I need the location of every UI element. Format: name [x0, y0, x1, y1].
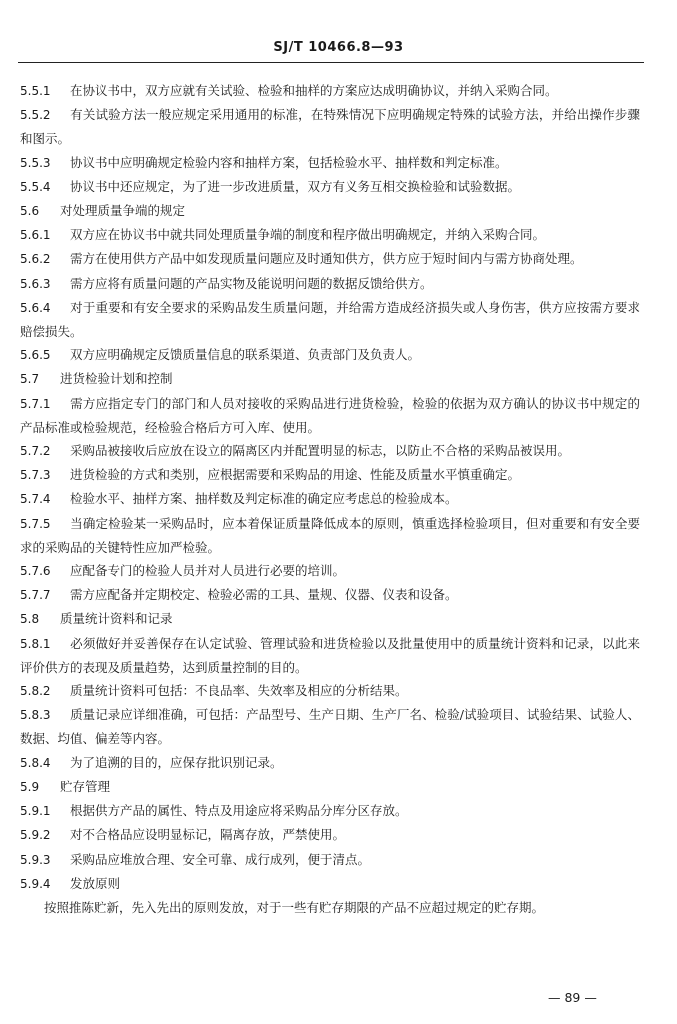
clause-5-5-3 — [20, 151, 640, 175]
clause-number: 5.6.2 — [20, 252, 51, 267]
clause-number: 5.6.4 — [20, 300, 51, 315]
clause-number: 5.7.5 — [20, 516, 51, 531]
section-number: 5.8 — [20, 612, 40, 627]
clause-5-6-3 — [20, 272, 640, 296]
header-divider — [18, 62, 644, 63]
clause-text: 质量统计资料可包括：不良品率、失效率及相应的分析结果。 — [70, 683, 408, 699]
clause-number: 5.8.1 — [20, 636, 51, 651]
clause-number: 5.9.4 — [20, 876, 51, 891]
clause-5-7-3 — [20, 463, 640, 487]
section-number: 5.6 — [20, 204, 40, 219]
clause-number: 5.7.6 — [20, 564, 51, 579]
clause-5-9-3 — [20, 848, 640, 872]
clause-5-9-4 — [20, 872, 640, 896]
clause-text: 按照推陈贮新，先入先出的原则发放，对于一些有贮存期限的产品不应超过规定的贮存期。 — [44, 899, 545, 915]
clause-text: 当确定检验某一采购品时，应本着保证质量降低成本的原则，慎重选择检验项目，但对重要和有安全要求的采购品的关键特性应加严检验。 — [20, 515, 640, 555]
clause-text: 有关试验方法一般应规定采用通用的标准，在特殊情况下应明确规定特殊的试验方法，并给出操作步骤和图示。 — [20, 107, 640, 147]
clause-number: 5.9.2 — [20, 828, 51, 843]
clause-text: 发放原则 — [70, 875, 121, 891]
clause-number: 5.8.2 — [20, 684, 51, 699]
clause-number: 5.8.3 — [20, 708, 51, 723]
clause-text: 必须做好并妥善保存在认定试验、管理试验和进货检验以及批量使用中的质量统计资料和记录，以此来评价供方的表现及质量趋势，达到质量控制的目的。 — [20, 635, 640, 675]
clause-5-6-1 — [20, 223, 640, 247]
clause-5-8-2 — [20, 679, 640, 703]
clause-text: 协议书中应明确规定检验内容和抽样方案，包括检验水平、抽样数和判定标准。 — [70, 154, 508, 170]
clause-text: 进货检验的方式和类别，应根据需要和采购品的用途、性能及质量水平慎重确定。 — [70, 467, 521, 483]
clause-5-9-4-body — [20, 896, 640, 919]
clause-number: 5.7.2 — [20, 444, 51, 459]
clause-number: 5.7.7 — [20, 588, 51, 603]
clause-5-7-5 — [20, 512, 640, 559]
clause-text: 在协议书中，双方应就有关试验、检验和抽样的方案应达成明确协议，并纳入采购合同。 — [70, 83, 558, 98]
clause-5-6-2 — [20, 247, 640, 271]
section-title: 贮存管理 — [60, 778, 111, 794]
clause-5-7-7 — [20, 583, 640, 607]
page-number: — 89 — — [548, 990, 597, 1005]
section-5-7-heading — [20, 367, 640, 391]
clause-5-6-5 — [20, 343, 640, 367]
clause-text: 双方应在协议书中就共同处理质量争端的制度和程序做出明确规定，并纳入采购合同。 — [70, 227, 546, 243]
clause-text: 对不合格品应设明显标记，隔离存放，严禁使用。 — [70, 827, 346, 843]
clause-text: 需方应指定专门的部门和人员对接收的采购品进行进货检验，检验的依据为双方确认的协议书中规定的产品标准或检验规范，经检验合格后方可入库、使用。 — [20, 395, 640, 435]
section-5-9-heading — [20, 775, 640, 799]
clause-number: 5.6.3 — [20, 276, 51, 291]
clause-5-8-3 — [20, 703, 640, 750]
clause-text: 需方应将有质量问题的产品实物及能说明问题的数据反馈给供方。 — [70, 275, 433, 291]
clause-text: 为了追溯的目的，应保存批识别记录。 — [70, 754, 283, 770]
clause-5-8-4 — [20, 751, 640, 775]
clause-text: 采购品应堆放合理、安全可靠、成行成列，便于清点。 — [70, 851, 371, 867]
clause-5-7-2 — [20, 439, 640, 463]
clause-text: 协议书中还应规定，为了进一步改进质量，双方有义务互相交换检验和试验数据。 — [70, 178, 521, 194]
clause-text: 双方应明确规定反馈质量信息的联系渠道、负责部门及负责人。 — [70, 347, 421, 363]
section-number: 5.9 — [20, 779, 40, 794]
clause-number: 5.7.1 — [20, 396, 51, 411]
clause-text: 质量记录应详细准确，可包括：产品型号、生产日期、生产厂名、检验/试验项目、试验结果、试验人、数据、均值、偏差等内容。 — [20, 707, 640, 747]
section-5-6-heading — [20, 199, 640, 223]
clause-text: 采购品被接收后应放在设立的隔离区内并配置明显的标志，以防止不合格的采购品被误用。 — [70, 443, 571, 459]
clause-text: 对于重要和有安全要求的采购品发生质量问题，并给需方造成经济损失或人身伤害，供方应按需方要求赔偿损失。 — [20, 299, 640, 340]
clause-number: 5.6.5 — [20, 348, 51, 363]
section-title: 对处理质量争端的规定 — [60, 203, 186, 219]
section-5-8-heading — [20, 607, 640, 631]
clause-5-6-4 — [20, 296, 640, 343]
clause-5-7-1 — [20, 392, 640, 439]
clause-number: 5.9.1 — [20, 804, 51, 819]
clause-5-5-1 — [20, 79, 640, 103]
clause-text: 应配备专门的检验人员并对人员进行必要的培训。 — [70, 563, 346, 579]
clause-number: 5.7.4 — [20, 492, 51, 507]
clause-text: 根据供方产品的属性、特点及用途应将采购品分库分区存放。 — [70, 803, 408, 819]
clause-number: 5.8.4 — [20, 755, 51, 770]
clause-number: 5.9.3 — [20, 852, 51, 867]
clause-number: 5.5.2 — [20, 108, 51, 123]
clause-number: 5.7.3 — [20, 468, 51, 483]
clause-number: 5.5.4 — [20, 179, 51, 194]
clause-text: 需方在使用供方产品中如发现质量问题应及时通知供方，供方应于短时间内与需方协商处理。 — [70, 251, 583, 267]
clause-5-9-2 — [20, 823, 640, 847]
section-title: 质量统计资料和记录 — [60, 611, 173, 627]
clause-5-9-1 — [20, 799, 640, 823]
clause-text: 检验水平、抽样方案、抽样数及判定标准的确定应考虑总的检验成本。 — [70, 491, 458, 507]
clause-number: 5.5.1 — [20, 84, 51, 98]
clause-number: 5.5.3 — [20, 155, 51, 170]
document-body — [20, 79, 640, 919]
clause-text: 需方应配备并定期校定、检验必需的工具、量规、仪器、仪表和设备。 — [70, 587, 458, 603]
section-title: 进货检验计划和控制 — [60, 371, 173, 387]
standard-code-header: SJ/T 10466.8—93 — [273, 40, 404, 55]
clause-number: 5.6.1 — [20, 228, 51, 243]
clause-5-7-4 — [20, 487, 640, 511]
clause-5-7-6 — [20, 559, 640, 583]
clause-5-5-2 — [20, 103, 640, 150]
clause-5-5-4 — [20, 175, 640, 199]
clause-5-8-1 — [20, 632, 640, 679]
section-number: 5.7 — [20, 372, 40, 387]
